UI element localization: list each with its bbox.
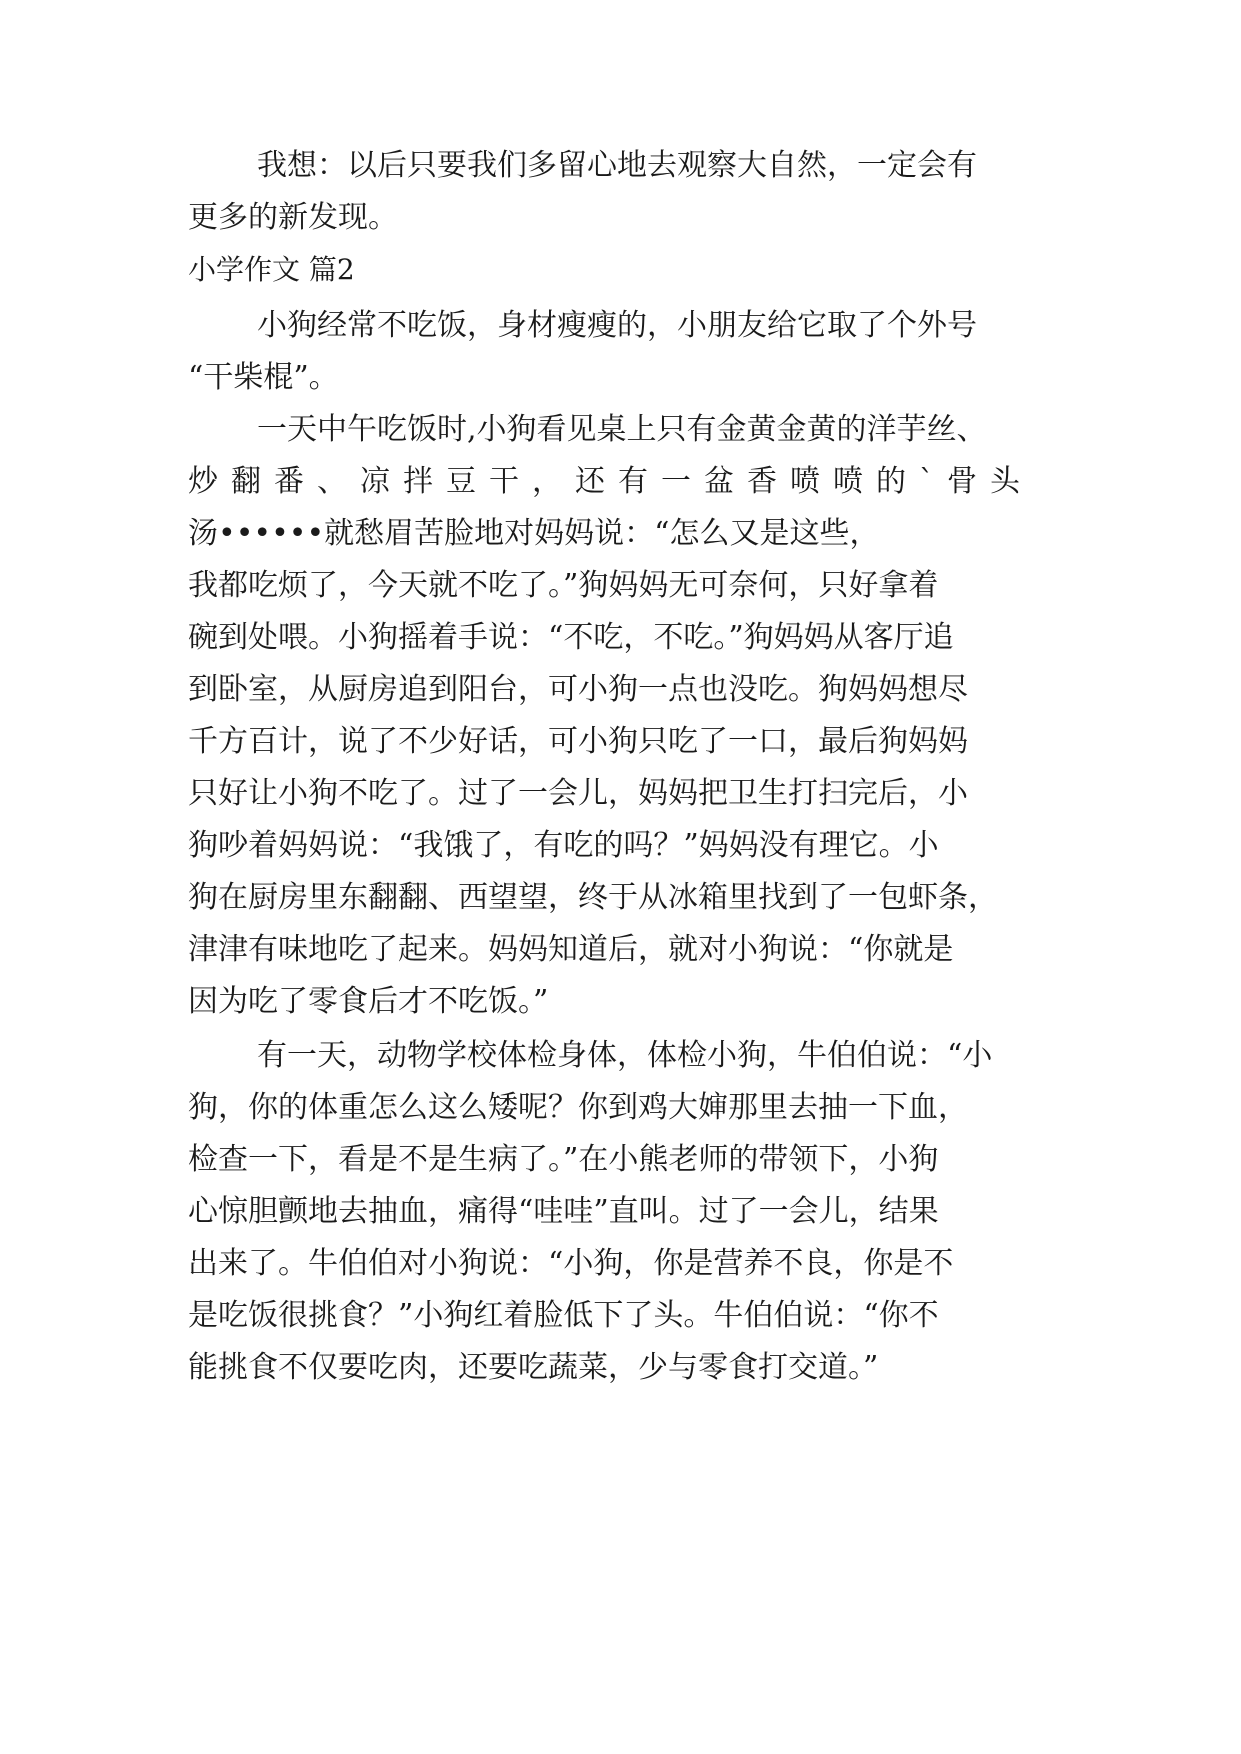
paragraph-line: 有一天，动物学校体检身体，体检小狗，牛伯伯说：“小 xyxy=(257,1038,993,1073)
paragraph-line: 因为吃了零食后才不吃饭。” xyxy=(188,984,549,1019)
paragraph-line: 津津有味地吃了起来。妈妈知道后，就对小狗说：“你就是 xyxy=(188,932,954,967)
paragraph-line: 汤••••••就愁眉苦脸地对妈妈说：“怎么又是这些， xyxy=(188,516,880,551)
paragraph-line: 千方百计，说了不少好话，可小狗只吃了一口，最后狗妈妈 xyxy=(188,724,968,759)
paragraph-line: 只好让小狗不吃了。过了一会儿，妈妈把卫生打扫完后，小 xyxy=(188,776,968,811)
paragraph-line: “干柴棍”。 xyxy=(188,360,339,395)
paragraph-line: 是吃饭很挑食？”小狗红着脸低下了头。牛伯伯说：“你不 xyxy=(188,1298,939,1333)
paragraph-line: 到卧室，从厨房追到阳台，可小狗一点也没吃。狗妈妈想尽 xyxy=(188,672,968,707)
paragraph-line: 狗在厨房里东翻翻、西望望，终于从冰箱里找到了一包虾条， xyxy=(188,880,998,915)
paragraph-line: 出来了。牛伯伯对小狗说：“小狗，你是营养不良，你是不 xyxy=(188,1246,954,1281)
paragraph-line: 狗吵着妈妈说：“我饿了，有吃的吗？”妈妈没有理它。小 xyxy=(188,828,939,863)
paragraph-line: 一天中午吃饭时,小狗看见桌上只有金黄金黄的洋芋丝、 xyxy=(257,412,987,447)
paragraph-line: 检查一下，看是不是生病了。”在小熊老师的带领下，小狗 xyxy=(188,1142,939,1177)
paragraph-line: 炒翻番、凉拌豆干，还有一盆香喷喷的`骨头 xyxy=(188,464,1033,499)
section-title: 小学作文 篇2 xyxy=(188,253,355,286)
paragraph-line: 能挑食不仅要吃肉，还要吃蔬菜，少与零食打交道。” xyxy=(188,1350,879,1385)
paragraph-line: 我想：以后只要我们多留心地去观察大自然，一定会有 xyxy=(257,148,977,183)
paragraph-line: 心惊胆颤地去抽血，痛得“哇哇”直叫。过了一会儿，结果 xyxy=(188,1194,939,1229)
paragraph-line: 狗，你的体重怎么这么矮呢？你到鸡大婶那里去抽一下血， xyxy=(188,1090,968,1125)
paragraph-line: 更多的新发现。 xyxy=(188,200,398,235)
paragraph-line: 小狗经常不吃饭，身材瘦瘦的，小朋友给它取了个外号 xyxy=(257,308,977,343)
paragraph-line: 我都吃烦了，今天就不吃了。”狗妈妈无可奈何，只好拿着 xyxy=(188,568,939,603)
paragraph-line: 碗到处喂。小狗摇着手说：“不吃，不吃。”狗妈妈从客厅追 xyxy=(188,620,954,655)
